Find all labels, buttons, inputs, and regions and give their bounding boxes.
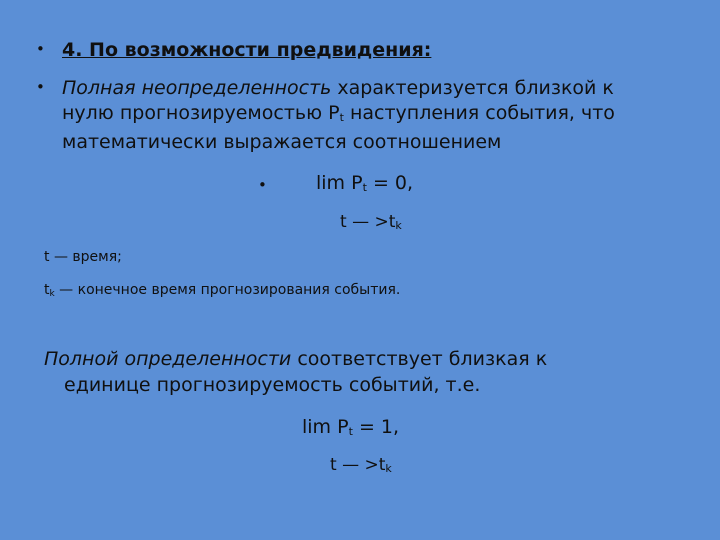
- def-sub: k: [49, 289, 55, 299]
- para2-line1: соответствует близкая к: [291, 348, 548, 370]
- lim-sub: t: [348, 425, 353, 438]
- term-full-uncertainty: Полная неопределенность: [62, 77, 332, 99]
- section-heading: 4. По возможности предвидения:: [62, 39, 432, 61]
- term-full-certainty: Полной определенности: [44, 348, 292, 370]
- formula1-lim: [316, 172, 413, 194]
- bullet-icon: •: [258, 176, 267, 194]
- limit-sub: k: [395, 219, 402, 232]
- text-line2b: наступления события, что: [343, 102, 615, 124]
- paragraph-full-certainty: [44, 346, 547, 398]
- lim-value: = 0,: [366, 172, 414, 194]
- def-var: t: [44, 282, 50, 298]
- text-line3: математически выражается соотношением: [62, 131, 502, 153]
- lim-label: lim P: [316, 172, 363, 194]
- para2-line2: единице прогнозируемость событий, т.е.: [64, 374, 481, 396]
- formula2-lim: [302, 416, 399, 438]
- lim-label: lim P: [302, 416, 349, 438]
- formula2-limit: [330, 455, 392, 475]
- bullet-icon: •: [36, 40, 45, 58]
- def-text: — конечное время прогнозирования события.: [54, 282, 401, 298]
- text-line1: характеризуется близкой к: [331, 77, 614, 99]
- bullet-text: [62, 76, 615, 155]
- formula1-limit: [340, 212, 402, 232]
- definition-t: t — время;: [44, 249, 122, 265]
- lim-value: = 1,: [352, 416, 400, 438]
- lim-sub: t: [362, 181, 367, 194]
- definition-tk: [44, 282, 400, 299]
- bullet-full-uncertainty: [36, 76, 615, 155]
- bullet-heading: [36, 38, 431, 63]
- limit-var: t — >t: [330, 455, 386, 475]
- text-line2a: нулю прогнозируемостью P: [62, 102, 340, 124]
- limit-sub: k: [385, 462, 392, 475]
- bullet-icon: •: [36, 78, 45, 96]
- subscript-t: t: [339, 111, 344, 124]
- limit-var: t — >t: [340, 212, 396, 232]
